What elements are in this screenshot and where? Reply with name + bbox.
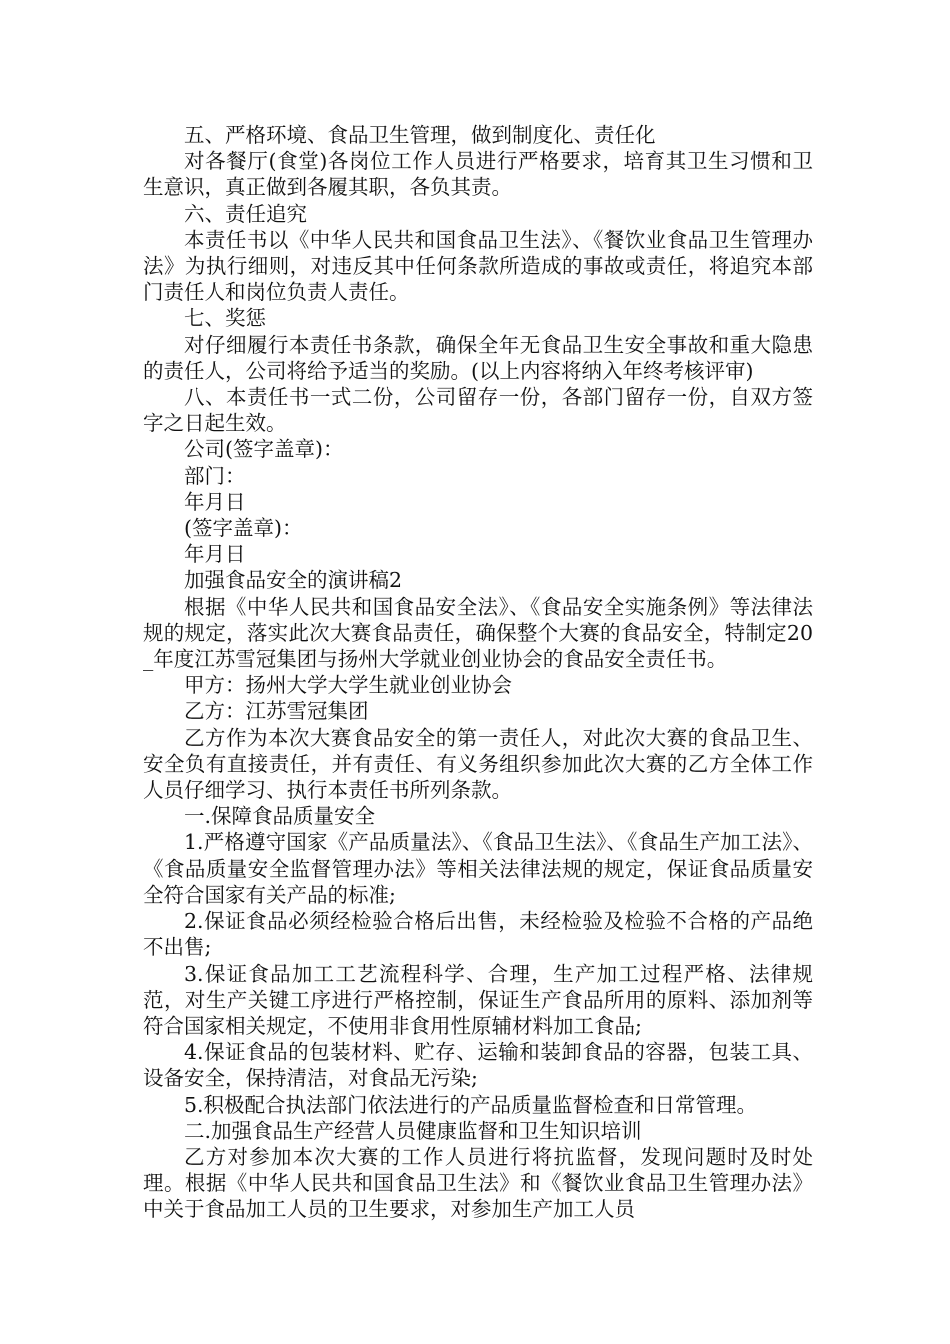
body-paragraph: 本责任书以《中华人民共和国食品卫生法》、《餐饮业食品卫生管理办法》为执行细则，对违反其中任何条款所造成的事故或责任，将追究本部门责任人和岗位负责人责任。 — [143, 227, 813, 305]
list-item: 4.保证食品的包装材料、贮存、运输和装卸食品的容器，包装工具、设备安全，保持清洁，对食品无污染; — [143, 1040, 813, 1091]
section-heading-1: 一.保障食品质量安全 — [184, 804, 376, 829]
document-title-2: 加强食品安全的演讲稿2 — [184, 568, 403, 593]
body-paragraph: 对仔细履行本责任书条款，确保全年无食品卫生安全事故和重大隐患的责任人，公司将给予适当的奖励。(以上内容将纳入年终考核评审) — [143, 332, 813, 383]
list-item: 5.积极配合执法部门依法进行的产品质量监督检查和日常管理。 — [184, 1092, 758, 1117]
party-a: 甲方：扬州大学大学生就业创业协会 — [184, 673, 512, 698]
section-heading-7: 七、奖惩 — [184, 306, 266, 331]
signature-date: 年月日 — [184, 542, 246, 567]
body-paragraph: 乙方作为本次大赛食品安全的第一责任人，对此次大赛的食品卫生、安全负有直接责任，并有责任、有义务组织参加此次大赛的乙方全体工作人员仔细学习、执行本责任书所列条款。 — [143, 725, 813, 803]
signature-seal: (签字盖章)： — [184, 516, 303, 541]
body-paragraph: 对各餐厅(食堂)各岗位工作人员进行严格要求，培育其卫生习惯和卫生意识，真正做到各履其职，各负其责。 — [143, 149, 813, 200]
body-paragraph: 乙方对参加本次大赛的工作人员进行将抗监督，发现问题时及时处理。根据《中华人民共和国食品卫生法》和《餐饮业食品卫生管理办法》中关于食品加工人员的卫生要求，对参加生产加工人员 — [143, 1144, 813, 1222]
body-paragraph: 八、本责任书一式二份，公司留存一份，各部门留存一份，自双方签字之日起生效。 — [143, 385, 813, 436]
document-page — [143, 122, 813, 1223]
list-item: 2.保证食品必须经检验合格后出售，未经检验及检验不合格的产品绝不出售; — [143, 909, 813, 960]
section-heading-6: 六、责任追究 — [184, 201, 307, 226]
party-b: 乙方：江苏雪冠集团 — [184, 699, 369, 724]
body-paragraph: 根据《中华人民共和国食品安全法》、《食品安全实施条例》等法律法规的规定，落实此次大赛食品责任，确保整个大赛的食品安全，特制定20_年度江苏雪冠集团与扬州大学就业创业协会的食品安全责任书。 — [143, 594, 813, 672]
signature-department: 部门： — [184, 463, 246, 488]
signature-company: 公司(签字盖章)： — [184, 437, 344, 462]
section-heading-5: 五、严格环境、食品卫生管理，做到制度化、责任化 — [184, 123, 656, 147]
section-heading-2: 二.加强食品生产经营人员健康监督和卫生知识培训 — [184, 1118, 642, 1143]
list-item: 3.保证食品加工工艺流程科学、合理，生产加工过程严格、法律规范，对生产关键工序进行严格控制，保证生产食品所用的原料、添加剂等符合国家相关规定，不使用非食用性原辅材料加工食品; — [143, 961, 813, 1038]
list-item: 1.严格遵守国家《产品质量法》、《食品卫生法》、《食品生产加工法》、《食品质量安全监督管理办法》等相关法律法规的规定，保证食品质量安全符合国家有关产品的标准; — [143, 830, 813, 907]
signature-date: 年月日 — [184, 489, 246, 514]
